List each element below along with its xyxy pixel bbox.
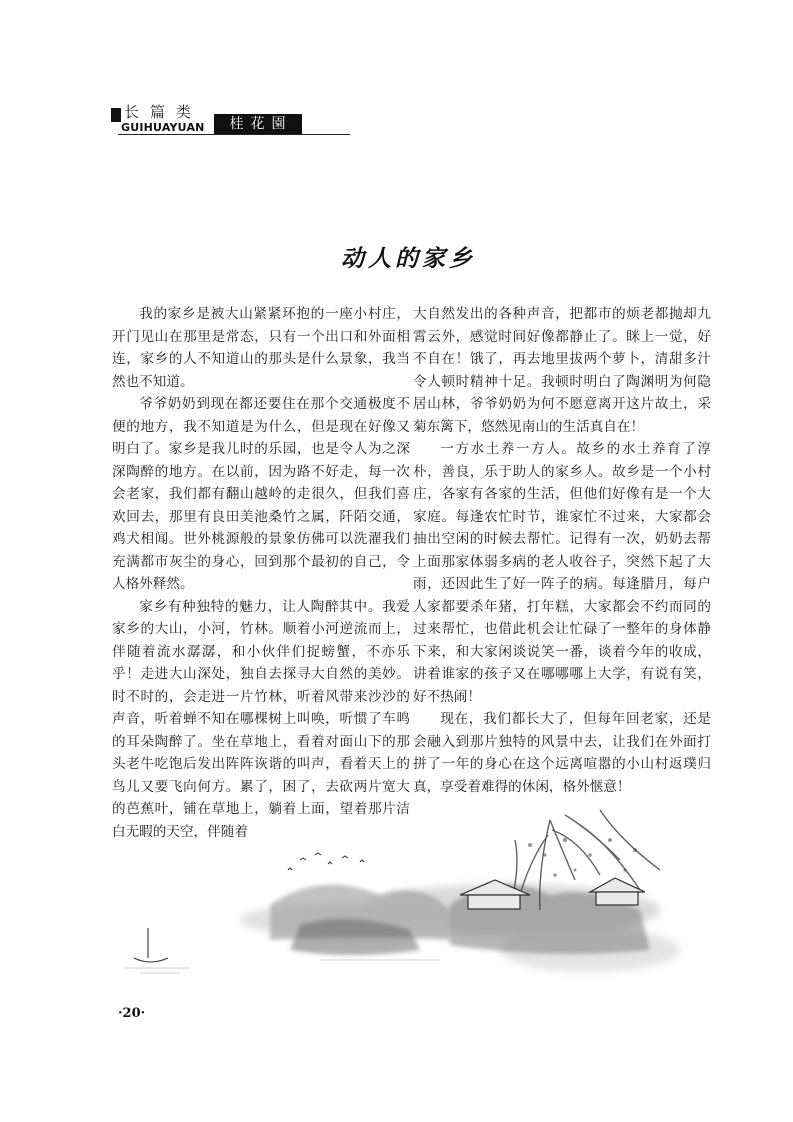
paragraph: 家乡有种独特的魅力，让人陶醉其中。我爱家乡的大山，小河，竹林。顺着小河逆流而上，伴随着流水潺潺，和小伙伴们捉螃蟹，不亦乐乎！走进大山深处，独自去探寻大自然的美妙。时不时的，会走进一片竹林，听着风带来沙沙的声音，听着蝉不知在哪棵树上叫唤，听惯了车鸣的耳朵陶醉了。坐在草地上，看着对面山下的那头老牛吃饱后发出阵阵诙谐的叫声，看着天上的鸟儿又要飞向何方。累了，困了，去砍两片宽大的芭蕉叶，铺在草地上，躺着上面，望着那片洁白无暇的天空，伴随着 <box>112 598 410 840</box>
page-number: ·20· <box>118 1006 146 1021</box>
bird-flock <box>288 853 364 870</box>
paragraph: 我的家乡是被大山紧紧环抱的一座小村庄，开门见山在那里是常态，只有一个出口和外面相连，家乡的人不知道山的那头是什么景象，我当然也不知道。 <box>112 306 410 390</box>
left-column <box>112 303 410 843</box>
paragraph: 一方水土养一方人。故乡的水土养育了淳朴，善良，乐于助人的家乡人。故乡是一个小村庄，各家有各家的生活，但他们好像有是一个大家庭。每逢农忙时节，谁家忙不过来，大家都会抽出空闲的时候去帮忙。记得有一次，奶奶去帮上面那家体弱多病的老人收谷子，突然下起了大雨，还因此生了好一阵子的病。每逢腊月，每户人家都要杀年猪，打年糕，大家都会不约而同的过来帮忙，也借此机会让忙碌了一整年的身体静下来，和大家闲谈说笑一番，谈着今年的收成，讲着谁家的孩子又在哪哪哪上大学，有说有笑，好不热闹！ <box>413 441 711 705</box>
header-category: 长篇类 <box>124 103 203 121</box>
header-column-english: GUIHUAYUAN <box>121 121 205 134</box>
paragraph: 现在，我们都长大了，但每年回老家，还是会融入到那片独特的风景中去，让我们在外面打拼了一年的身心在这个远离喧嚣的小山村返璞归真，享受着难得的休闲，格外惬意！ <box>413 711 711 795</box>
header-square-mark <box>111 108 121 122</box>
header-rule <box>118 134 350 135</box>
small-boat <box>134 928 168 962</box>
ink-wash-landscape-illustration <box>120 800 690 990</box>
header-column-box <box>214 114 302 134</box>
header-column-chinese: 桂花園 <box>229 116 293 132</box>
paragraph-continuation: 大自然发出的各种声音，把都市的烦老都抛却九霄云外，感觉时间好像都静止了。眯上一觉，好不自在！饿了，再去地里拔两个萝卜，清甜多汁令人顿时精神十足。我顿时明白了陶渊明为何隐居山林，爷爷奶奶为何不愿意离开这片故土，采菊东篱下，悠然见南山的生活真自在！ <box>413 306 711 435</box>
article-title: 动人的家乡 <box>341 246 476 272</box>
right-column <box>413 303 711 798</box>
paragraph: 爷爷奶奶到现在都还要住在那个交通极度不便的地方，我不知道是为什么，但是现在好像又明白了。家乡是我儿时的乐园，也是令人为之深深陶醉的地方。在以前，因为路不好走，每一次会老家，我们都有翻山越岭的走很久，但我们喜欢回去，那里有良田美池桑竹之属，阡陌交通，鸡犬相闻。世外桃源般的景象仿佛可以洗濯我们充满都市灰尘的身心，回到那个最初的自己，令人格外释然。 <box>112 396 410 592</box>
water-lines <box>125 960 440 973</box>
